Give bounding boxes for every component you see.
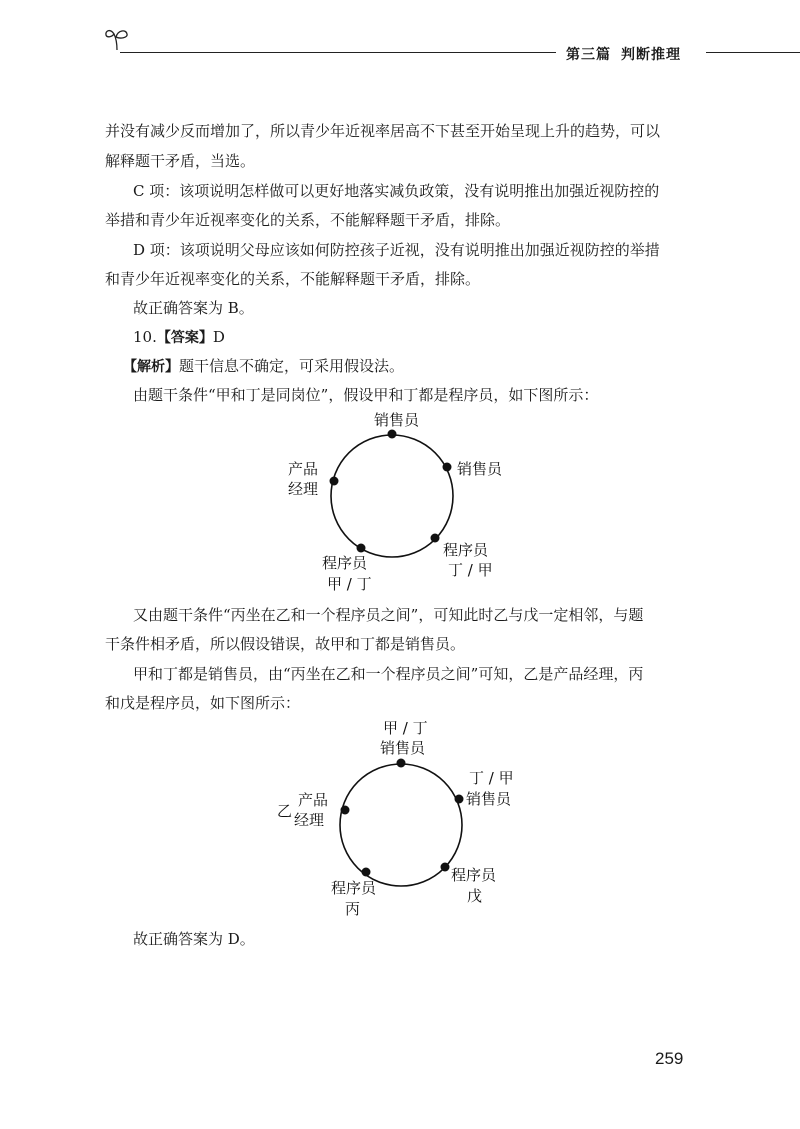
answer-value: D [212, 328, 225, 346]
seat-label: 程序员 [451, 866, 497, 884]
paragraph-line: 故正确答案为 D。 [133, 930, 255, 948]
seat-label: 程序员 [331, 879, 377, 897]
page-number: 259 [655, 1049, 684, 1068]
paragraph-line: 又由题干条件“丙坐在乙和一个程序员之间”，可知此时乙与戊一定相邻，与题 [133, 606, 644, 624]
seat-label: 甲 / 丁 [327, 575, 372, 593]
seat-dot [341, 806, 350, 815]
paragraph-line: 并没有减少反而增加了，所以青少年近视率居高不下甚至开始呈现上升的趋势，可以 [105, 122, 661, 140]
header-chapter: 判断推理 [621, 47, 681, 63]
seat-dot [362, 868, 371, 877]
paragraph-line: 由题干条件“甲和丁是同岗位”，假设甲和丁都是程序员，如下图所示： [133, 386, 599, 404]
seat-label: 销售员 [457, 460, 503, 478]
paragraph-line: 干条件相矛盾，所以假设错误，故甲和丁都是销售员。 [105, 635, 466, 653]
question-number: 10. [133, 328, 157, 346]
paragraph-line: C 项：该项说明怎样做可以更好地落实减负政策，没有说明推出加强近视防控的 [133, 182, 660, 200]
analysis-tag: 【解析】 [123, 359, 179, 375]
seat-dot [455, 795, 464, 804]
analysis-text: 题干信息不确定，可采用假设法。 [179, 357, 405, 375]
seat-label: 乙 [277, 802, 293, 820]
paragraph-line: 举措和青少年近视率变化的关系，不能解释题干矛盾，排除。 [105, 211, 511, 229]
seat-label: 甲 / 丁 [383, 719, 428, 737]
seat-label: 销售员 [380, 739, 426, 757]
header-part: 第三篇 [566, 47, 611, 63]
seat-label: 经理 [294, 811, 325, 829]
seat-label: 经理 [288, 480, 319, 498]
seat-label: 丁 / 甲 [469, 769, 514, 787]
paragraph-line: 解释题干矛盾，当选。 [105, 152, 256, 170]
seat-label: 产品 [298, 791, 329, 809]
seat-label: 丙 [345, 900, 361, 918]
seat-label: 销售员 [374, 411, 420, 429]
seat-label: 产品 [288, 460, 319, 478]
seat-dot [441, 863, 450, 872]
seat-label: 程序员 [443, 541, 489, 559]
paragraph-line: 和戊是程序员，如下图所示： [105, 694, 301, 712]
seat-dot [397, 759, 406, 768]
seat-label: 戊 [467, 887, 483, 905]
answer-tag: 【答案】 [156, 330, 213, 346]
paragraph-line: 故正确答案为 B。 [133, 299, 254, 317]
paragraph-line: 和青少年近视率变化的关系，不能解释题干矛盾，排除。 [105, 270, 481, 288]
seat-label: 销售员 [466, 790, 512, 808]
paragraph-line: 甲和丁都是销售员，由“丙坐在乙和一个程序员之间”可知，乙是产品经理，丙 [133, 665, 644, 683]
paragraph-line: D 项：该项说明父母应该如何防控孩子近视，没有说明推出加强近视防控的举措 [133, 241, 660, 259]
seat-label: 丁 / 甲 [448, 561, 493, 579]
seat-label: 程序员 [322, 554, 368, 572]
